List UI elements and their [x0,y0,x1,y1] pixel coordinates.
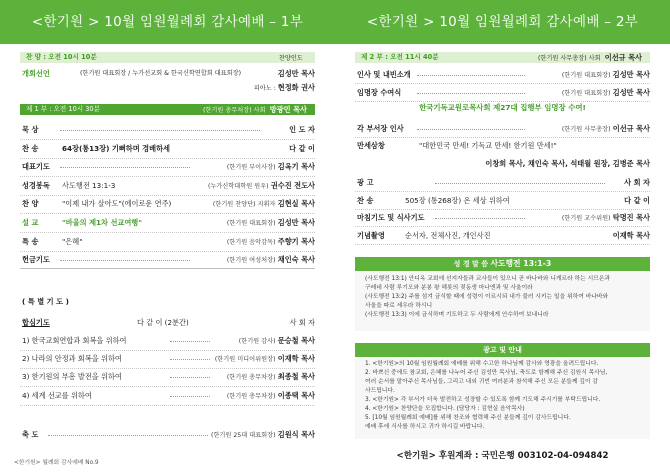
row-divider [20,368,315,369]
row-person: 인 도 자 [289,125,315,134]
row-detail: 3) 한기원의 부흥 발전을 위하여 [22,372,122,382]
row-credit [227,390,315,402]
row-label: 마침기도 및 식사기도 [357,213,425,223]
program-row [22,236,315,247]
leader-dots [60,130,260,131]
row-divider [20,158,315,159]
part1-host: (한기원 총무처장) 사회 방광민 목사 [203,105,307,114]
prelude-bar [20,52,315,63]
row-person: 김옥기 목사 [277,162,315,172]
notice-line: 여러 순서를 맡아주신 목사님들, 그리고 내외 귀빈 여러분과 참석해 주신 모든 분들께 깊이 감 [365,379,598,385]
row-role: (한기원 미디어위원장) [214,356,276,364]
row-divider [355,226,650,227]
blessing-credit: (한기원 25대 대표회장) 김원식 목사 [211,430,315,439]
row-label: 대표기도 [22,162,50,172]
special-heading-row [22,296,315,307]
row-credit [227,217,315,229]
joint-prayer-leader: 사 회 자 [289,318,315,327]
row-role: (한기원 대표회장) [226,220,276,227]
row-person: 김현실 목사 [277,199,315,209]
part1-bar [20,104,315,115]
row-role: (한기원 총무차장) [226,374,276,382]
row-label: 특 송 [22,236,39,246]
row-role: (한기원 교수위원) [561,215,611,223]
leader-dots [417,129,525,130]
cheer-label: 만세삼창 [357,141,385,150]
row-credit [562,87,650,99]
appointment-highlight: 한국기독교원로목사회 제27대 집행부 임명장 수여! [419,103,586,112]
notice-box-body [355,357,650,439]
program-row [22,371,315,382]
row-detail: "이제 내가 살아도"(에이로운 연주) [62,199,172,209]
row-credit [239,335,315,347]
scripture-line: 구레네 사람 루기오와 분봉 왕 헤롯의 젖동생 마나엔과 및 사울이라 [365,285,533,291]
row-divider [20,232,315,233]
notice-line: 2. 바쁘신 중에도 참교회, 은혜를 나누어 주신 김성만 목사님, 축도로 함께해 주신 김원식 목사님, [365,370,608,376]
right-page [335,0,670,474]
notice-line: 사드립니다. [365,388,395,394]
row-person: 김성만 목사 [612,88,650,97]
scripture-line: 사울을 따로 세우라 하시니 [365,303,433,309]
row-person: 사 회 자 [624,178,650,187]
scripture-line: (사도행전 13:2) 주를 섬겨 금식할 때에 성령이 이르시되 내가 불러 시키는 일을 위하여 바나바와 [365,294,609,300]
row-role: (한기원 여성처장) [226,257,276,265]
notice-line: 4. <한기원> 찬양단을 모집합니다. (담당자 : 김현실 음악목사) [365,406,525,412]
row-divider [20,139,315,140]
row-detail: 1) 한국교회연합과 회복을 위하여 [22,336,127,345]
row-credit [215,353,315,365]
row-divider [20,213,315,214]
row-divider [355,209,650,210]
row-divider [20,386,315,387]
row-divider [20,251,315,252]
piano-credit: 피아노 : 현정화 권사 [253,83,315,92]
right-page-header: <한기원 > 10월 임원월례회 감사예배 – 2부 [335,0,670,44]
row-detail: 사도행전 13:1-3 [62,180,116,190]
row-role: (한기원 음악감독) [226,238,276,246]
program-row [357,230,650,241]
scripture-line: (사도행전 13:3) 이에 금식하며 기도하고 두 사람에게 안수하여 보내니라 [365,312,549,318]
opening-name: 김성만 목사 [277,69,315,78]
row-role: (한기원 대표회장) [561,72,611,79]
row-person: 탁명진 목사 [612,213,650,223]
row-detail: 4) 세계 선교를 위하여 [22,390,92,400]
part2-host: (한기원 사무총장) 사회 이선규 목사 [538,53,642,62]
cheer-row [357,140,650,151]
row-person: 다 같 이 [624,195,650,205]
row-credit [227,161,315,173]
row-divider [20,405,315,406]
row-credit [208,180,315,192]
leader-dots [60,260,190,261]
row-role: (한기원 사무총장) [561,126,611,133]
row-person: 김성만 목사 [277,218,315,227]
row-person: 김성만 목사 [612,70,650,79]
row-detail: 2) 나라의 안정과 회복을 위하여 [22,354,122,364]
row-credit [624,177,650,188]
joint-prayer-detail: 다 같 이 (2분간) [137,318,189,327]
leader-dots [435,218,525,219]
row-divider [355,244,650,245]
row-label: 각 부서장 인사 [357,124,404,133]
row-divider [355,83,650,84]
row-credit [227,371,315,383]
row-credit [613,230,650,241]
row-label: 설 교 [22,218,39,227]
row-credit [624,195,650,206]
row-person: 문승철 목사 [277,336,315,345]
row-credit [213,198,315,210]
leader-dots [170,359,210,360]
row-divider [20,195,315,196]
row-credit [562,69,650,81]
scripture-line: (사도행전 13:1) 안디옥 교회에 선지자들과 교사들이 있으니 곧 바나바와 니게르라 하는 시므온과 [365,276,611,282]
row-person: 채인숙 목사 [277,255,315,265]
row-role: (한기원 대표회장) [561,90,611,97]
blessing-label: 축 도 [22,430,39,439]
program-row [22,353,315,364]
notice-line: 1. <한기원>의 10월 임원월례회 예배를 위해 수고한 하나님께 감사와 영광을 올려드립니다. [365,361,599,367]
row-label: 성경봉독 [22,180,50,190]
row-person: 권수진 전도사 [270,180,315,190]
row-person: 이종택 목사 [277,390,315,400]
program-row [22,335,315,346]
program-row [357,195,650,206]
program-row [22,217,315,228]
row-divider [355,191,650,192]
cheer-text: "대한민국 만세! 기독교 만세! 한기원 만세!" [419,141,557,150]
row-credit [227,254,315,266]
program-row [22,198,315,209]
row-label: 인사 및 내빈소개 [357,70,411,79]
part1-label: 제 1 부 : 오전 10시 30분 [26,105,100,113]
row-detail: 64장(통13장) 기뻐하며 경배하세 [62,143,170,153]
row-role: (한기원 부이사장) [226,164,276,172]
leader-dots [170,341,210,342]
leader-dots [170,396,210,397]
notice-line: 3. <한기원> 각 부서가 더욱 발전하고 성장할 수 있도록 함께 기도해 주시기를 부탁드립니다. [365,397,601,403]
row-detail: "바울의 제1차 선교여행" [62,218,142,227]
row-person: 이선규 목사 [612,124,650,133]
row-divider [355,137,650,138]
special-heading: ( 특 별 기 도 ) [22,297,69,306]
row-role: (한기원 찬양단) 지휘자 [212,201,276,209]
row-credit [289,124,315,135]
row-detail: "은혜" [62,236,83,246]
joint-prayer-label: 합심기도 [22,318,50,327]
blessing-dots [48,435,208,436]
row-person: 이재학 목사 [277,354,315,364]
row-credit [562,212,650,224]
prelude-label: 찬 양 : 오전 10시 10분 [26,53,97,61]
row-label: 기념촬영 [357,230,385,240]
opening-label: 개회선언 [22,69,50,78]
leader-dots [417,75,525,76]
row-person: 이재학 목사 [612,230,650,240]
opening-row [22,68,315,79]
row-label: 찬 송 [22,143,39,153]
cheer-names-row [357,158,650,169]
opening-detail: (한기원 대표회장 / 누가선교회 & 한국신학연합회 대표회장) [80,70,242,77]
leader-dots [417,93,525,94]
row-detail: 505장 (통268장) 온 세상 위하여 [405,195,510,205]
leader-dots [60,167,190,168]
row-role: (누가신학대학원 원우) [207,182,269,190]
row-detail: 순서자, 전체사진, 개인사진 [405,230,491,240]
row-person: 주향기 목사 [277,236,315,246]
donation-account: <한기원> 후원계좌 : 국민은행 003102-04-094842 [396,451,609,461]
left-footer: <한기원> 월례회 감사예배 No.9 [14,460,99,466]
part2-label: 제 2 부 : 오전 11시 40분 [361,53,439,61]
row-label: 헌금기도 [22,255,50,265]
row-label: 임명장 수여식 [357,88,402,97]
leader-dots [435,183,605,184]
row-role: (한기원 감사) [238,338,276,345]
row-label: 찬 송 [357,195,374,205]
part2-bar [355,52,650,63]
row-label: 찬 양 [22,199,39,209]
scripture-box-body [355,271,650,331]
row-divider [20,176,315,177]
notice-line: 예배 후에 식사를 하시고 귀가 하시길 바랍니다. [365,424,485,430]
piano-row [22,82,315,93]
program-row [22,143,315,154]
row-person: 다 같 이 [289,143,315,153]
scripture-box-title: 성 경 말 씀 사도행전 13:1-3 [355,257,650,271]
joint-prayer-row [22,317,315,328]
row-role: (한기원 총무차장) [226,392,276,400]
row-label: 묵 상 [22,125,39,134]
program-row [22,390,315,401]
leader-dots [170,377,210,378]
divider [20,268,315,269]
row-credit [289,143,315,154]
row-credit [227,236,315,248]
cheer-names: 이창희 목사, 채인숙 목사, 석태월 원장, 김병준 목사 [485,159,650,168]
notice-line: 5. [10월 임원월례회 예배]를 위해 찬조와 협력해 주신 분들께 깊이 감사드립니다. [365,415,571,421]
prelude-leader: 찬양인도 [278,55,303,62]
left-page-header: <한기원 > 10월 임원월례회 감사예배 – 1부 [0,0,335,44]
row-divider [20,350,315,351]
notice-box-title: 광고 및 안내 [355,343,650,357]
row-credit [562,123,650,135]
row-label: 광 고 [357,178,374,187]
row-person: 최종철 목사 [277,372,315,382]
program-row [22,180,315,191]
